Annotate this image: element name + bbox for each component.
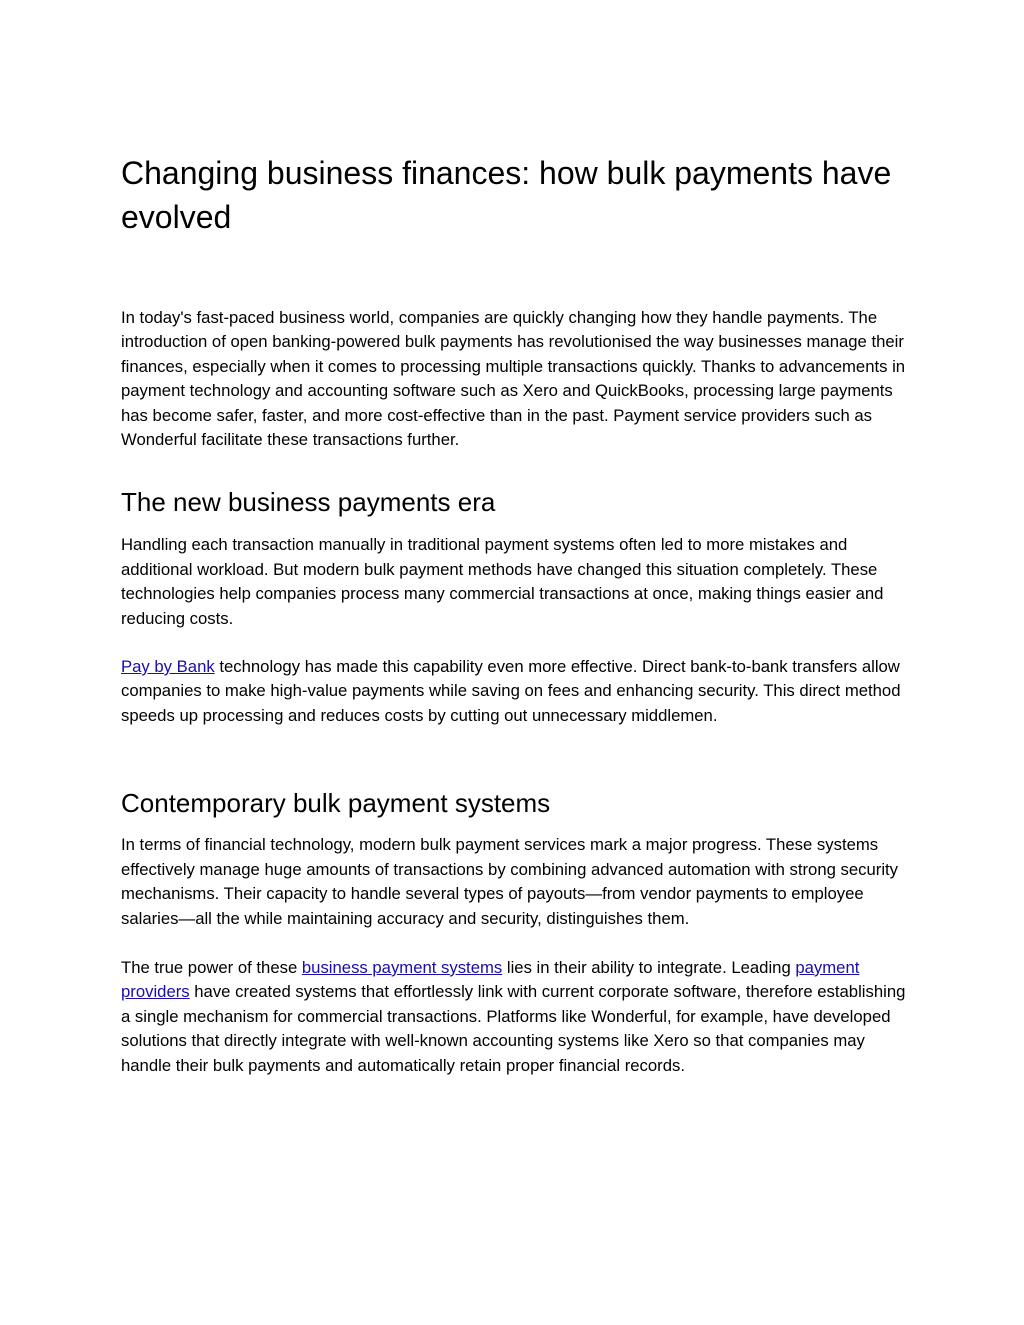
- pay-by-bank-link[interactable]: Pay by Bank: [121, 657, 215, 677]
- contemporary-paragraph-2-text-c: have created systems that effortlessly link with current corporate software, therefore establishing a single mechanism for commercial transactions. Platforms like Wonderful, for example, have developed solutions that directly integrate with well-known accounting systems like Xero so that companies may handle their bulk payments and automatically retain proper financial records.: [121, 982, 906, 1075]
- payment-providers-link[interactable]: payment providers: [121, 957, 860, 1002]
- contemporary-paragraph-1: In terms of financial technology, modern bulk payment services mark a major progress. These systems effectively manage huge amounts of transactions by combining advanced automation with strong security mechanisms. Their capacity to handle several types of payouts—from vendor payments to employee salaries—all the while maintaining accuracy and security, distinguishes them.: [121, 835, 899, 928]
- contemporary-paragraph-2-text-a: The true power of these: [121, 957, 302, 977]
- era-paragraph-2-text: technology has made this capability even more effective. Direct bank-to-bank transfers allow companies to make high-value payments while saving on fees and enhancing security. This direct method speeds up processing and reduces costs by cutting out unnecessary middlemen.: [121, 657, 901, 725]
- contemporary-paragraph-2: [121, 956, 911, 1078]
- page-title: Changing business finances: how bulk payments have evolved: [121, 155, 892, 235]
- era-paragraph-1: Handling each transaction manually in traditional payment systems often led to more mistakes and additional workload. But modern bulk payment methods have changed this situation completely. These technologies help companies process many commercial transactions at once, making things easier and reducing costs.: [121, 535, 884, 628]
- section-heading-era: The new business payments era: [121, 487, 496, 518]
- document-page: [121, 151, 911, 1078]
- business-payment-systems-link[interactable]: business payment systems: [301, 957, 503, 977]
- intro-paragraph: In today's fast-paced business world, companies are quickly changing how they handle payments. The introduction of open banking-powered bulk payments has revolutionised the way businesses manage their finances, especially when it comes to processing multiple transactions quickly. Thanks to advancements in payment technology and accounting software such as Xero and QuickBooks, processing large payments has become safer, faster, and more cost-effective than in the past. Payment service providers such as Wonderful facilitate these transactions further.: [121, 308, 906, 450]
- section-heading-contemporary: Contemporary bulk payment systems: [121, 788, 551, 819]
- contemporary-paragraph-2-text-b: lies in their ability to integrate. Leading: [502, 957, 796, 977]
- era-paragraph-2: [121, 655, 911, 728]
